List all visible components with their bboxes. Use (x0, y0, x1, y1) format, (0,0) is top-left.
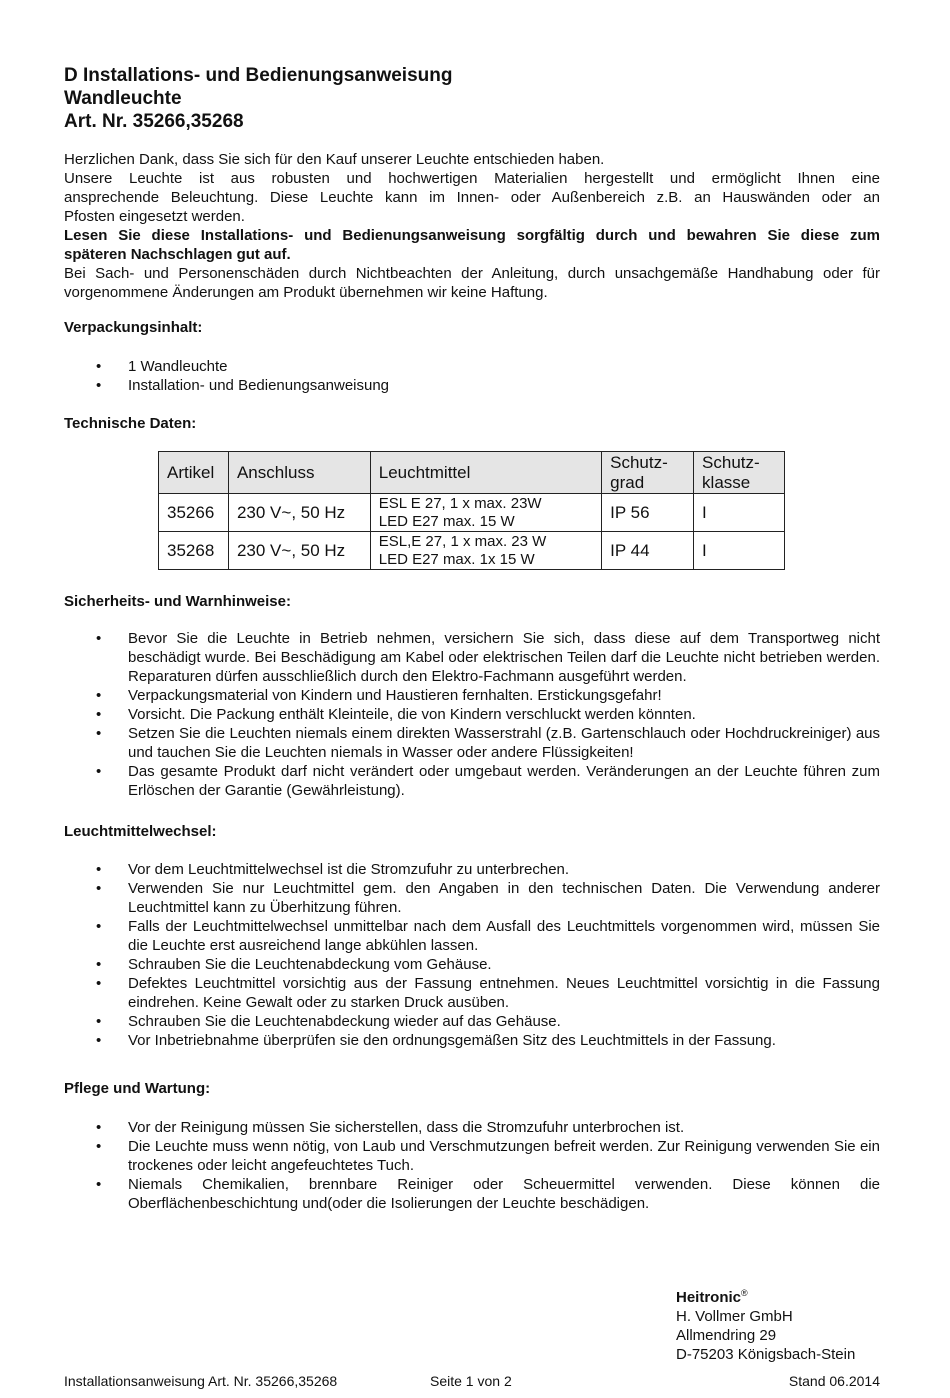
list-item-text: Schrauben Sie die Leuchtenabdeckung vom Gehäuse. (128, 956, 492, 973)
bullet-icon: • (96, 975, 102, 992)
header-text: klasse (702, 472, 751, 492)
intro-line: Unsere Leuchte ist aus robusten und hochwertigen Materialien hergestellt und ermöglicht Ihnen eine (64, 170, 880, 187)
intro-bold-line: Lesen Sie diese Installations- und Bedienungsanweisung sorgfältig durch und bewahren Sie diese zum (64, 227, 880, 244)
list-item (64, 1118, 880, 1137)
bullet-icon: • (96, 377, 102, 394)
cell-anschluss: 230 V~, 50 Hz (228, 494, 370, 532)
cell-schutzgrad: IP 44 (602, 532, 694, 570)
intro-line: Bei Sach- und Personenschäden durch Nichtbeachten der Anleitung, durch unsachgemäße Handhabung oder für (64, 265, 880, 282)
cell-leuchtmittel (370, 494, 601, 532)
cell-text: ESL E 27, 1 x max. 23W (378, 494, 542, 512)
lamp-change-list (64, 860, 880, 1050)
title-line-1: D Installations- und Bedienungsanweisung (64, 65, 453, 86)
city: D-75203 Königsbach-Stein (676, 1346, 856, 1363)
intro-line: Herzlichen Dank, dass Sie sich für den Kauf unserer Leuchte entschieden haben. (64, 151, 605, 168)
list-item-text: Vor dem Leuchtmittelwechsel ist die Stromzufuhr zu unterbrechen. (128, 861, 570, 878)
bullet-icon: • (96, 1032, 102, 1049)
list-item (64, 917, 880, 955)
list-item-text: Installation- und Bedienungsanweisung (128, 377, 390, 394)
list-item (64, 879, 880, 917)
header-text: Schutz- (610, 452, 668, 472)
cell-artikel: 35268 (159, 532, 229, 570)
list-item-text: Falls der Leuchtmittelwechsel unmittelbar nach dem Ausfall des Leuchtmittels vorgenommen wird, müssen Sie die Leuchte erst ausreichend lange abkühlen lassen. (128, 918, 880, 954)
packaging-heading: Verpackungsinhalt: (64, 319, 203, 336)
footer-left: Installationsanweisung Art. Nr. 35266,35268 (64, 1373, 338, 1389)
tech-table (158, 451, 785, 570)
intro-bold-line: späteren Nachschlagen gut auf. (64, 246, 291, 263)
list-item (64, 1012, 880, 1031)
header-text: grad (610, 472, 645, 492)
list-item-text: Die Leuchte muss wenn nötig, von Laub und Verschmutzungen befreit werden. Zur Reinigung verwenden Sie ein trockenes oder leicht angefeuchtetes Tuch. (128, 1138, 880, 1174)
list-item-text: Schrauben Sie die Leuchtenabdeckung wieder auf das Gehäuse. (128, 1013, 561, 1030)
cell-text: ESL,E 27, 1 x max. 23 W (378, 532, 547, 550)
list-item (64, 974, 880, 1012)
brand-text: Heitronic (676, 1289, 742, 1306)
bullet-icon: • (96, 358, 102, 375)
intro-line: ansprechende Beleuchtung. Diese Leuchte kann im Innen- oder Außenbereich z.B. an Hauswänden oder an (64, 189, 880, 206)
bullet-icon: • (96, 1176, 102, 1193)
table-row (159, 494, 785, 532)
list-item-text: Bevor Sie die Leuchte in Betrieb nehmen, versichern Sie sich, dass diese auf dem Transportweg nicht beschädigt wurde. Bei Beschädigung am Kabel oder elektrischen Teilen darf die Leuchte nicht betrieben werden. Reparaturen dürfen ausschließlich durch den Elektro-Fachmann ausgeführt werden. (128, 630, 880, 685)
header-text: Schutz- (702, 452, 760, 472)
bullet-icon: • (96, 918, 102, 935)
title-line-3: Art. Nr. 35266,35268 (64, 111, 244, 132)
list-item (64, 705, 880, 724)
cell-schutzklasse: I (694, 494, 785, 532)
cell-artikel: 35266 (159, 494, 229, 532)
footer-date: Stand 06.2014 (788, 1373, 880, 1389)
bullet-icon: • (96, 725, 102, 742)
cell-schutzgrad: IP 56 (602, 494, 694, 532)
intro-line: Pfosten eingesetzt werden. (64, 208, 245, 225)
list-item-text: Niemals Chemikalien, brennbare Reiniger oder Scheuermittel verwenden. Diese können die Oberflächenbeschichtung und(oder die Isolierungen der Leuchte beschädigen. (128, 1176, 880, 1212)
list-item (64, 357, 880, 376)
bullet-icon: • (96, 687, 102, 704)
document-title (64, 64, 452, 133)
list-item (64, 1031, 880, 1050)
tech-heading: Technische Daten: (64, 415, 197, 432)
bullet-icon: • (96, 1138, 102, 1155)
list-item-text: Setzen Sie die Leuchten niemals einem direkten Wasserstrahl (z.B. Gartenschlauch oder Hochdruckreiniger) aus und tauchen Sie die Leuchten niemals in Wasser oder andere Flüssigkeiten! (128, 725, 880, 761)
bullet-icon: • (96, 1119, 102, 1136)
brand-name (676, 1284, 855, 1307)
bullet-icon: • (96, 861, 102, 878)
bullet-icon: • (96, 630, 102, 647)
care-heading: Pflege und Wartung: (64, 1080, 211, 1097)
cell-text: LED E27 max. 1x 15 W (378, 550, 535, 568)
list-item-text: Vorsicht. Die Packung enthält Kleinteile, die von Kindern verschluckt werden könnten. (128, 706, 696, 723)
cell-schutzklasse: I (694, 532, 785, 570)
header-schutzgrad (602, 452, 694, 494)
bullet-icon: • (96, 763, 102, 780)
header-artikel: Artikel (159, 452, 229, 494)
list-item-text: Das gesamte Produkt darf nicht verändert oder umgebaut werden. Veränderungen an der Leuchte führen zum Erlöschen der Garantie (Gewährleistung). (128, 763, 880, 799)
list-item (64, 376, 880, 395)
table-header-row (159, 452, 785, 494)
list-item (64, 629, 880, 686)
cell-leuchtmittel (370, 532, 601, 570)
company-address (676, 1284, 855, 1364)
care-list (64, 1118, 880, 1213)
list-item-text: Verwenden Sie nur Leuchtmittel gem. den Angaben in den technischen Daten. Die Verwendung anderer Leuchtmittel kann zu Überhitzung führen. (128, 880, 880, 916)
table-row (159, 532, 785, 570)
header-leuchtmittel: Leuchtmittel (370, 452, 601, 494)
footer-page-number: Seite 1 von 2 (430, 1373, 512, 1389)
cell-anschluss: 230 V~, 50 Hz (228, 532, 370, 570)
list-item (64, 686, 880, 705)
list-item-text: Vor Inbetriebnahme überprüfen sie den ordnungsgemäßen Sitz des Leuchtmittels in der Fassung. (128, 1032, 776, 1049)
list-item-text: Verpackungsmaterial von Kindern und Haustieren fernhalten. Erstickungsgefahr! (128, 687, 662, 704)
list-item (64, 1175, 880, 1213)
cell-text: LED E27 max. 15 W (378, 512, 515, 530)
header-anschluss: Anschluss (228, 452, 370, 494)
list-item-text: Vor der Reinigung müssen Sie sicherstellen, dass die Stromzufuhr unterbrochen ist. (128, 1119, 685, 1136)
safety-heading: Sicherheits- und Warnhinweise: (64, 593, 291, 610)
safety-list (64, 629, 880, 800)
list-item (64, 762, 880, 800)
company-name: H. Vollmer GmbH (676, 1308, 793, 1325)
intro-line: vorgenommene Änderungen am Produkt übernehmen wir keine Haftung. (64, 284, 548, 301)
bullet-icon: • (96, 706, 102, 723)
bullet-icon: • (96, 1013, 102, 1030)
lamp-change-heading: Leuchtmittelwechsel: (64, 823, 217, 840)
list-item (64, 724, 880, 762)
list-item (64, 955, 880, 974)
bullet-icon: • (96, 956, 102, 973)
bullet-icon: • (96, 880, 102, 897)
list-item-text: Defektes Leuchtmittel vorsichtig aus der Fassung entnehmen. Neues Leuchtmittel vorsichtig in die Fassung eindrehen. Keine Gewalt oder zu starken Druck ausüben. (128, 975, 880, 1011)
title-line-2: Wandleuchte (64, 88, 182, 109)
registered-mark: ® (741, 1288, 748, 1298)
list-item (64, 1137, 880, 1175)
list-item (64, 860, 880, 879)
street: Allmendring 29 (676, 1327, 777, 1344)
list-item-text: 1 Wandleuchte (128, 358, 228, 375)
intro-paragraph (64, 150, 880, 302)
header-schutzklasse (694, 452, 785, 494)
packaging-list (64, 357, 880, 395)
